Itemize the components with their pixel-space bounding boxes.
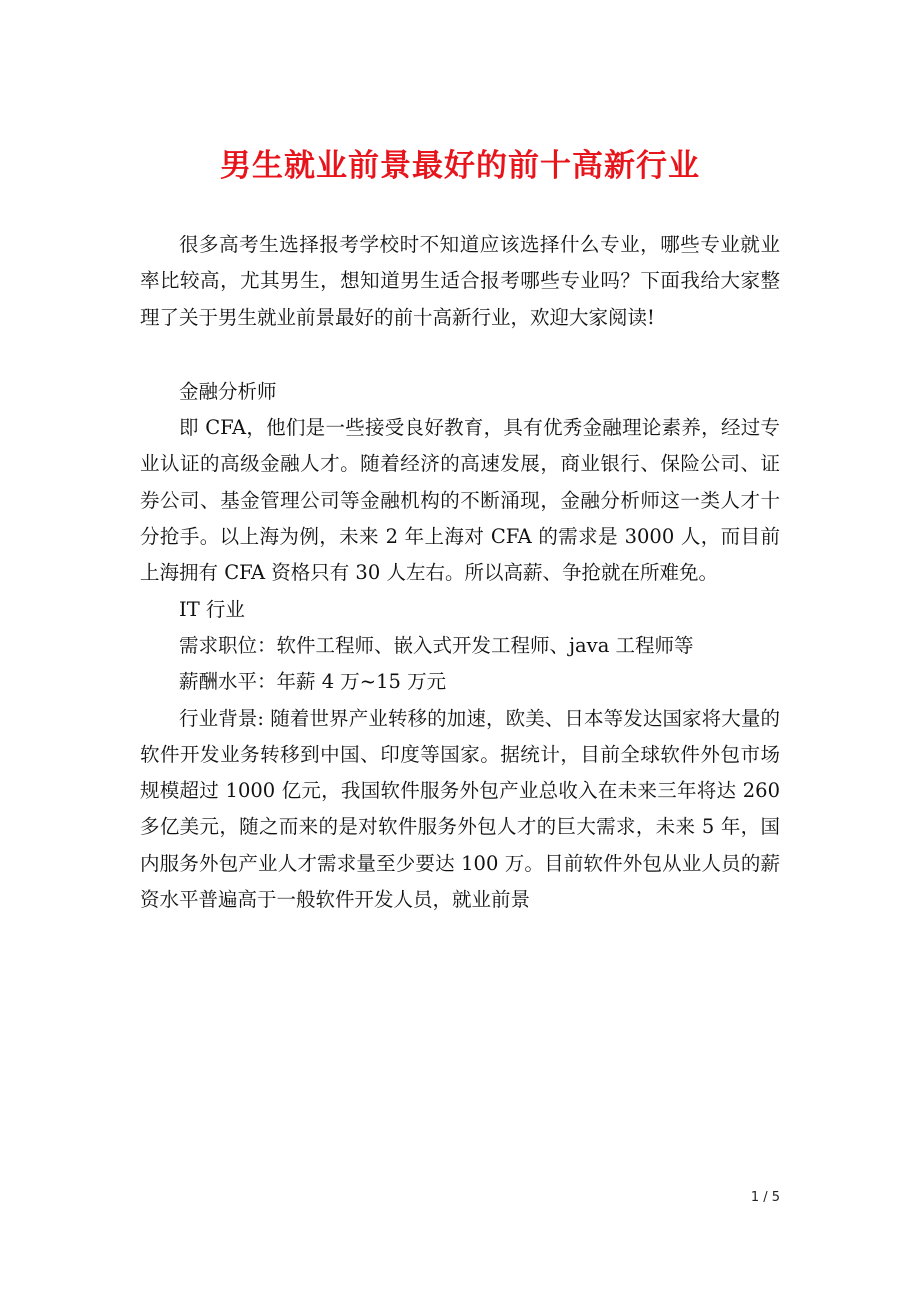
it-salary-level: 薪酬水平：年薪 4 万~15 万元 [179,670,447,694]
document-body [140,227,780,918]
financial-analyst-paragraph: 即 CFA，他们是一些接受良好教育，具有优秀金融理论素养，经过专业认证的高级金融人才。随着经济的高速发展，商业银行、保险公司、证券公司、基金管理公司等金融机构的不断涌现，金融分析师这一类人才十分抢手。以上海为例，未来 2 年上海对 CFA 的需求是 3000 人，而目前上海拥有 CFA 资格只有 30 人左右。所以高薪、争抢就在所难免。 [140,416,780,585]
it-demand-positions: 需求职位：软件工程师、嵌入式开发工程师、java 工程师等 [179,633,694,657]
it-industry-background: 行业背景: 随着世界产业转移的加速，欧美、日本等发达国家将大量的软件开发业务转移到中国、印度等国家。据统计，目前全球软件外包市场规模超过 1000 亿元，我国软件服务外包产业总收入在未来三年将达 260 多亿美元，随之而来的是对软件服务外包人才的巨大需求，未来 5 年，国内服务外包产业人才需求量至少要达 100 万。目前软件外包从业人员的薪资水平普遍高于一般软件开发人员，就业前景 [140,706,780,912]
section-heading-financial-analyst: 金融分析师 [179,379,277,403]
section-heading-it-industry: IT 行业 [179,597,245,621]
document-title: 男生就业前景最好的前十高新行业 [220,148,700,184]
intro-paragraph: 很多高考生选择报考学校时不知道应该选择什么专业，哪些专业就业率比较高，尤其男生，想知道男生适合报考哪些专业吗？下面我给大家整理了关于男生就业前景最好的前十高新行业，欢迎大家阅读! [140,233,780,329]
page-number: 1 / 5 [750,1190,780,1205]
